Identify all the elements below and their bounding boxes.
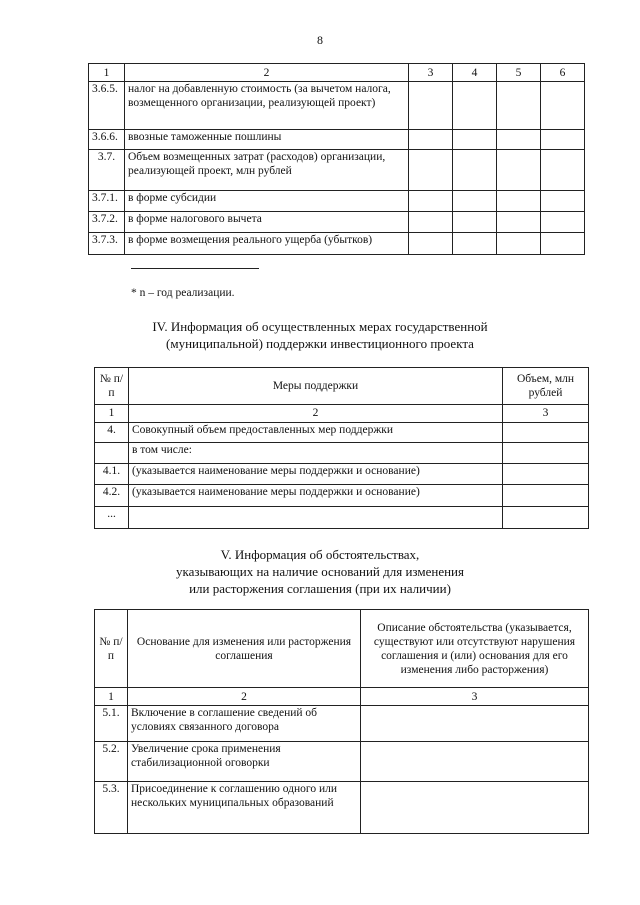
row-text: в форме возмещения реального ущерба (убытков): [125, 232, 409, 254]
table-row: [89, 82, 585, 130]
table-index-row: [95, 404, 589, 422]
table-row: [95, 506, 589, 528]
row-number: [95, 443, 129, 463]
row-text: [129, 506, 503, 528]
row-text: в форме субсидии: [125, 190, 409, 211]
table-row: [95, 485, 589, 506]
row-text: Совокупный объем предоставленных мер поддержки: [129, 423, 503, 443]
section-5-title-line: указывающих на наличие оснований для изменения: [176, 564, 464, 579]
page-number: 8: [317, 33, 323, 47]
index-cell: 1: [95, 688, 128, 706]
col-header: 4: [453, 64, 497, 82]
section-4-title: [100, 318, 540, 352]
col-header: 5: [497, 64, 541, 82]
row-number: 4.: [95, 423, 129, 443]
col-header-measures: Меры поддержки: [129, 368, 503, 405]
table-header-row: [89, 64, 585, 82]
row-number: 4.2.: [95, 485, 129, 506]
section-4-title-line: (муниципальной) поддержки инвестиционного проекта: [166, 336, 474, 351]
row-text: Объем возмещенных затрат (расходов) организации, реализующей проект, млн рублей: [125, 150, 409, 190]
section-5-title-line: V. Информация об обстоятельствах,: [220, 547, 420, 562]
row-text: Увеличение срока применения стабилизационной оговорки: [128, 742, 361, 782]
row-number: 3.7.1.: [89, 190, 125, 211]
table-support-measures: [94, 367, 589, 529]
row-number: 3.7.3.: [89, 232, 125, 254]
table-costs: [88, 63, 585, 255]
row-number: 4.1.: [95, 463, 129, 484]
row-text: в том числе:: [129, 443, 503, 463]
col-header-num: № п/п: [95, 610, 128, 688]
table-row: [89, 150, 585, 190]
table-row: [89, 190, 585, 211]
row-text: в форме налогового вычета: [125, 211, 409, 232]
table-row: [95, 782, 589, 834]
col-header: 2: [125, 64, 409, 82]
table-row: [95, 706, 589, 742]
row-number: 5.3.: [95, 782, 128, 834]
col-header-basis: Основание для изменения или расторжения соглашения: [128, 610, 361, 688]
row-number: ...: [95, 506, 129, 528]
row-text: Включение в соглашение сведений об условиях связанного договора: [128, 706, 361, 742]
index-cell: 2: [129, 404, 503, 422]
col-header: 3: [409, 64, 453, 82]
col-header: 1: [89, 64, 125, 82]
table-row: [89, 232, 585, 254]
footnote: * n – год реализации.: [131, 287, 235, 299]
row-number: 5.1.: [95, 706, 128, 742]
table-row: [95, 443, 589, 463]
footnote-divider: [131, 268, 259, 269]
table-header-row: [95, 610, 589, 688]
section-5-title: [100, 546, 540, 597]
row-text: ввозные таможенные пошлины: [125, 130, 409, 150]
table-row: [95, 742, 589, 782]
row-number: 5.2.: [95, 742, 128, 782]
col-header-volume: Объем, млн рублей: [503, 368, 589, 405]
row-text: (указывается наименование меры поддержки и основание): [129, 463, 503, 484]
table-row: [89, 130, 585, 150]
section-4-title-line: IV. Информация об осуществленных мерах государственной: [152, 319, 488, 334]
row-number: 3.6.6.: [89, 130, 125, 150]
col-header-num: № п/п: [95, 368, 129, 405]
col-header-description: Описание обстоятельства (указывается, существуют или отсутствуют нарушения соглашения и (или) основания для его изменения либо расторжения): [361, 610, 589, 688]
index-cell: 3: [503, 404, 589, 422]
table-circumstances: [94, 609, 589, 834]
index-cell: 2: [128, 688, 361, 706]
row-number: 3.7.2.: [89, 211, 125, 232]
table-row: [95, 423, 589, 443]
table-index-row: [95, 688, 589, 706]
table-row: [95, 463, 589, 484]
row-text: (указывается наименование меры поддержки и основание): [129, 485, 503, 506]
table-header-row: [95, 368, 589, 405]
table-row: [89, 211, 585, 232]
section-5-title-line: или расторжения соглашения (при их наличии): [189, 581, 451, 596]
row-number: 3.7.: [89, 150, 125, 190]
row-text: Присоединение к соглашению одного или нескольких муниципальных образований: [128, 782, 361, 834]
row-number: 3.6.5.: [89, 82, 125, 130]
row-text: налог на добавленную стоимость (за вычетом налога, возмещенного организации, реализующей проект): [125, 82, 409, 130]
col-header: 6: [541, 64, 585, 82]
index-cell: 1: [95, 404, 129, 422]
index-cell: 3: [361, 688, 589, 706]
